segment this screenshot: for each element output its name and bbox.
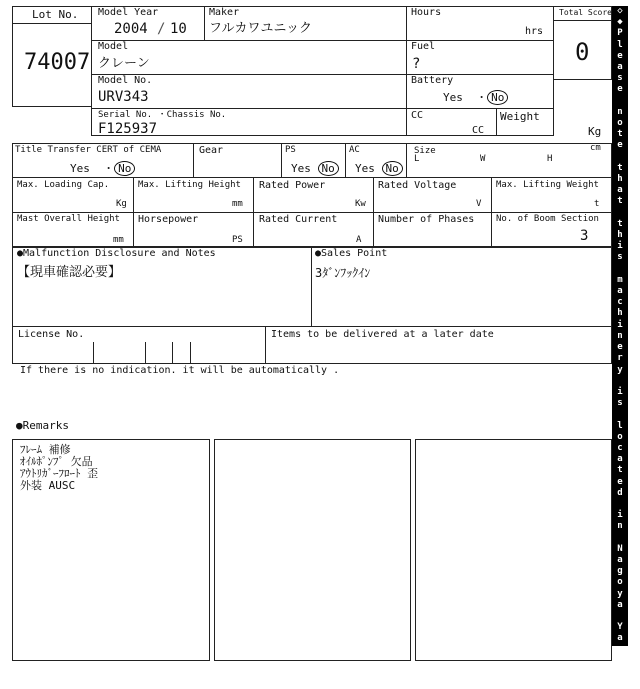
side-notice-char: l	[617, 420, 623, 431]
side-notice-char: t	[617, 129, 623, 140]
title-transfer-dot: ・	[103, 162, 115, 175]
auto-note: If there is no indication. it will be automatically .	[20, 365, 340, 376]
side-notice-char: Y	[617, 622, 623, 633]
gear-label: Gear	[199, 145, 224, 156]
spec-grid	[12, 143, 612, 247]
model-value: クレーン	[98, 56, 150, 71]
model-year-month: 10	[170, 21, 187, 37]
ps-yes: Yes	[291, 162, 311, 175]
total-score-value: 0	[575, 38, 590, 66]
malfunction-label: ●Malfunction Disclosure and Notes	[17, 248, 216, 259]
side-notice-char: a	[617, 454, 623, 465]
fuel-label: Fuel	[411, 41, 436, 52]
battery-no: No	[487, 90, 508, 105]
side-notice-char: o	[617, 118, 623, 129]
remarks-line: 外装 AUSC	[20, 479, 76, 492]
side-notice-char: s	[617, 398, 623, 409]
max-loading-unit: Kg	[116, 199, 127, 209]
max-lift-weight-unit: t	[594, 199, 600, 209]
side-notice-char: c	[617, 442, 623, 453]
ac-yes: Yes	[355, 162, 375, 175]
side-notice-char: ◆	[617, 666, 623, 677]
phases-label: Number of Phases	[378, 214, 475, 225]
side-notice-char	[612, 96, 628, 107]
max-lift-height-label: Max. Lifting Height	[138, 180, 241, 190]
remarks-box-2	[214, 439, 411, 661]
ps-no: No	[318, 161, 339, 176]
side-notice-char	[612, 611, 628, 622]
size-w: W	[480, 154, 486, 164]
battery-label: Battery	[411, 75, 454, 86]
lot-label: Lot No.	[32, 8, 79, 21]
title-transfer-label: Title Transfer CERT of CEMA	[15, 145, 162, 155]
side-notice-char: e	[617, 476, 623, 487]
hours-label: Hours	[411, 7, 442, 18]
side-notice-char	[612, 533, 628, 544]
battery-yes: Yes	[443, 91, 463, 104]
side-notice-char: c	[617, 297, 623, 308]
side-notice-char: t	[617, 162, 623, 173]
title-transfer-yes: Yes	[70, 162, 90, 175]
side-notice-char: a	[617, 599, 623, 610]
side-notice-char: n	[617, 330, 623, 341]
side-notice-char: N	[617, 543, 623, 554]
side-notice-char: y	[617, 364, 623, 375]
side-notice-char: e	[617, 84, 623, 95]
hours-unit: hrs	[525, 26, 544, 37]
ac-options	[355, 161, 403, 176]
side-notice-char: m	[617, 274, 623, 285]
side-notice-char: t	[617, 196, 623, 207]
side-notice-char: ◇	[617, 6, 623, 16]
side-notice-char	[612, 152, 628, 163]
cc-unit: CC	[472, 125, 485, 136]
side-notice-char: a	[617, 633, 623, 644]
fuel-value: ?	[412, 56, 421, 72]
mast-height-unit: mm	[113, 235, 124, 245]
side-notice-char: o	[617, 577, 623, 588]
ac-label: AC	[349, 145, 360, 155]
remarks-line: ｵｲﾙﾎﾟﾝﾌﾟ 欠品	[20, 455, 93, 468]
side-notice-char: n	[617, 106, 623, 117]
size-unit: cm	[590, 143, 601, 153]
side-notice	[612, 6, 628, 689]
title-transfer-options	[70, 161, 135, 176]
rated-voltage-unit: V	[476, 199, 482, 209]
side-notice-char: h	[617, 230, 623, 241]
side-notice-char: e	[617, 50, 623, 61]
serial-value: F125937	[98, 121, 158, 137]
model-year-year: 2004	[114, 21, 148, 37]
cc-label: CC	[411, 110, 424, 121]
side-notice-char: h	[617, 308, 623, 319]
boom-sections-value: 3	[580, 228, 589, 244]
size-h: H	[547, 154, 553, 164]
malfunction-value: 【現車確認必要】	[17, 265, 122, 280]
side-notice-char: e	[617, 342, 623, 353]
side-notice-char: l	[617, 39, 623, 50]
rated-power-label: Rated Power	[259, 180, 326, 191]
ps-label: PS	[285, 145, 296, 155]
side-notice-char	[612, 409, 628, 420]
side-notice-char: s	[617, 73, 623, 84]
model-year-sep: /	[157, 21, 166, 37]
side-notice-char	[612, 264, 628, 275]
weight-label: Weight	[500, 110, 540, 123]
max-loading-label: Max. Loading Cap.	[17, 180, 110, 190]
side-notice-char: d	[617, 655, 623, 666]
model-label: Model	[98, 41, 129, 52]
side-notice-char: g	[617, 566, 623, 577]
notes-box	[12, 247, 612, 327]
ps-options	[291, 161, 339, 176]
title-transfer-no: No	[114, 161, 135, 176]
boom-sections-label: No. of Boom Section	[496, 214, 599, 224]
side-notice-char: s	[617, 252, 623, 263]
side-notice-char: i	[617, 510, 623, 521]
remarks-label: ●Remarks	[16, 419, 69, 432]
sales-point-label: ●Sales Point	[315, 248, 388, 259]
remarks-box-3	[415, 439, 612, 661]
max-lift-weight-label: Max. Lifting Weight	[496, 180, 599, 190]
size-l: L	[414, 154, 420, 164]
model-no-label: Model No.	[98, 75, 153, 86]
horsepower-unit: PS	[232, 235, 243, 245]
side-notice-char	[612, 376, 628, 387]
ac-no: No	[382, 161, 403, 176]
battery-dot: ・	[476, 91, 488, 104]
remarks-line: ﾌﾚｰﾑ 補修	[20, 443, 71, 456]
side-notice-char: e	[617, 140, 623, 151]
later-items-label: Items to be delivered at a later date	[271, 329, 494, 340]
rated-voltage-label: Rated Voltage	[378, 180, 457, 191]
weight-unit: Kg	[588, 125, 602, 138]
max-lift-height-unit: mm	[232, 199, 243, 209]
size-label: Size	[414, 146, 436, 156]
side-notice-char: r	[617, 644, 623, 655]
rated-current-unit: A	[356, 235, 362, 245]
rated-current-label: Rated Current	[259, 214, 338, 225]
side-notice-char	[612, 208, 628, 219]
side-notice-char: r	[617, 353, 623, 364]
side-notice-char: i	[617, 386, 623, 397]
battery-options	[443, 90, 508, 105]
side-notice-char: a	[617, 554, 623, 565]
side-notice-char: h	[617, 174, 623, 185]
side-notice-char: d	[617, 487, 623, 498]
horsepower-label: Horsepower	[138, 214, 199, 225]
side-notice-char	[612, 499, 628, 510]
side-notice-char: a	[617, 286, 623, 297]
side-notice-char: ◆	[617, 17, 623, 28]
side-notice-char: t	[617, 218, 623, 229]
side-notice-char: a	[617, 185, 623, 196]
model-no-value: URV343	[98, 89, 149, 105]
side-notice-char: a	[617, 62, 623, 73]
side-notice-char: t	[617, 465, 623, 476]
rated-power-unit: Kw	[355, 199, 366, 209]
sales-point-value: 3ﾀﾞﾝﾌｯｸｲﾝ	[315, 266, 371, 280]
license-label: License No.	[18, 329, 85, 340]
side-notice-char: n	[617, 521, 623, 532]
maker-label: Maker	[209, 7, 240, 18]
lot-number: 74007	[24, 50, 91, 75]
side-notice-char: o	[617, 431, 623, 442]
total-score-label: Total Score	[559, 8, 612, 17]
side-notice-char: ◇	[617, 678, 623, 689]
side-notice-char: i	[617, 319, 623, 330]
remarks-line: ｱｳﾄﾘｶﾞｰﾌﾛｰﾄ 歪	[20, 467, 99, 480]
mast-height-label: Mast Overall Height	[17, 214, 120, 224]
serial-label: Serial No. ・Chassis No.	[98, 110, 227, 120]
maker-value: フルカワユニック	[209, 21, 312, 36]
model-year-label: Model Year	[98, 7, 159, 18]
side-notice-char: i	[617, 241, 623, 252]
side-notice-char: y	[617, 588, 623, 599]
side-notice-char: P	[617, 28, 623, 39]
